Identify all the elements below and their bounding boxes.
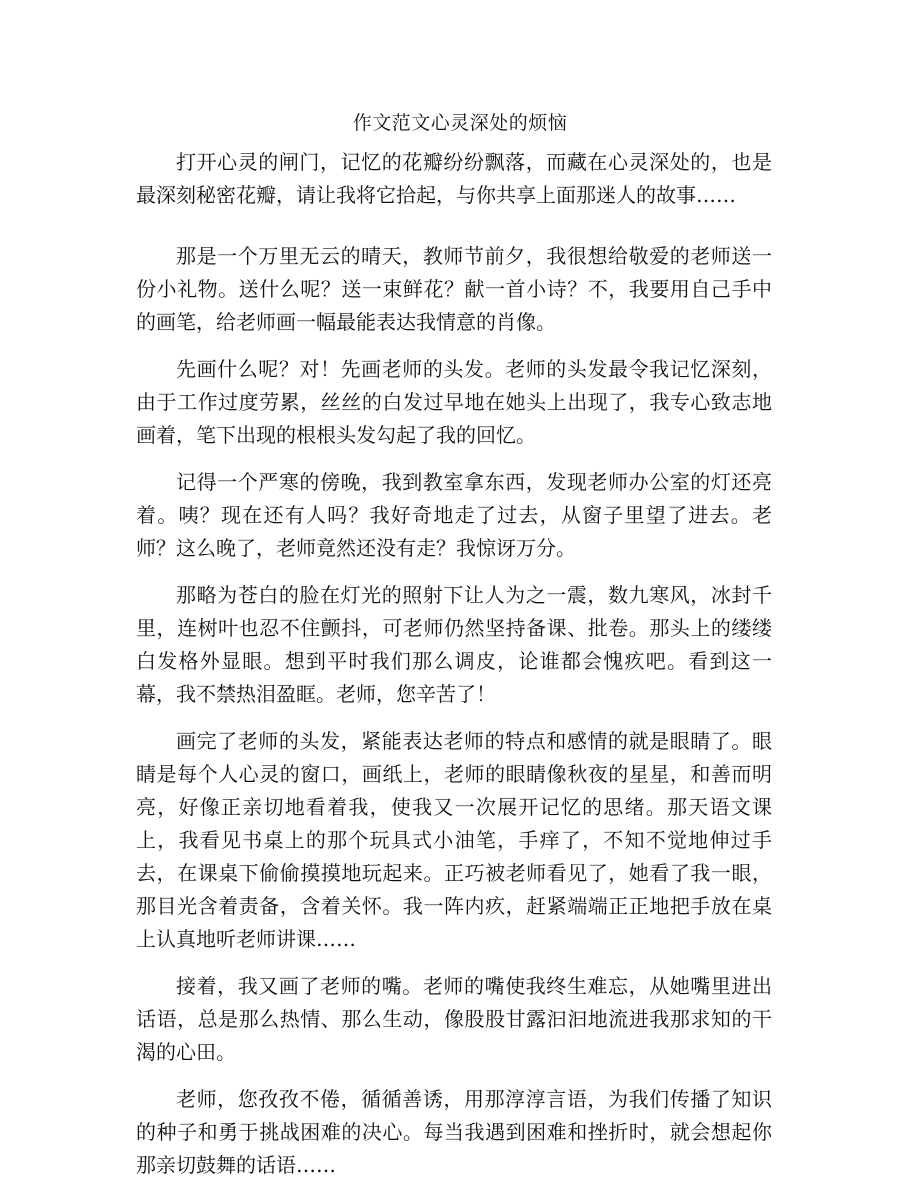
paragraph-3: 先画什么呢？对！先画老师的头发。老师的头发最令我记忆深刻，由于工作过度劳累，丝丝的白发过早地在她头上出现了，我专心致志地画着，笔下出现的根根头发勾起了我的回忆。 xyxy=(136,357,772,447)
paragraph-8: 老师，您孜孜不倦，循循善诱，用那淳淳言语，为我们传播了知识的种子和勇于挑战困难的决心。每当我遇到困难和挫折时，就会想起你那亲切鼓舞的话语…… xyxy=(136,1087,772,1177)
paragraph-6: 画完了老师的头发，紧能表达老师的特点和感情的就是眼睛了。眼睛是每个人心灵的窗口，画纸上，老师的眼睛像秋夜的星星，和善而明亮，好像正亲切地看着我，使我又一次展开记忆的思绪。那天语文课上，我看见书桌上的那个玩具式小油笔，手痒了，不知不觉地伸过手去，在课桌下偷偷摸摸地玩起来。正巧被老师看见了，她看了我一眼，那目光含着责备，含着关怀。我一阵内疚，赶紧端端正正地把手放在桌上认真地听老师讲课…… xyxy=(136,729,772,951)
paragraph-5: 那略为苍白的脸在灯光的照射下让人为之一震，数九寒风，冰封千里，连树叶也忍不住颤抖，可老师仍然坚持备课、批卷。那头上的缕缕白发格外显眼。想到平时我们那么调皮，论谁都会愧疚吧。看到这一幕，我不禁热泪盈眶。老师，您辛苦了！ xyxy=(136,583,772,706)
paragraph-7: 接着，我又画了老师的嘴。老师的嘴使我终生难忘，从她嘴里进出话语，总是那么热情、那么生动，像股股甘露汩汩地流进我那求知的干渴的心田。 xyxy=(136,974,772,1064)
document-title: 作文范文心灵深处的烦恼 xyxy=(352,112,568,134)
document-body xyxy=(136,146,772,1196)
paragraph-2: 那是一个万里无云的晴天，教师节前夕，我很想给敬爱的老师送一份小礼物。送什么呢？送一束鲜花？献一首小诗？不，我要用自己手中的画笔，给老师画一幅最能表达我情意的肖像。 xyxy=(136,244,772,334)
paragraph-1: 打开心灵的闸门，记忆的花瓣纷纷飘落，而藏在心灵深处的，也是最深刻秘密花瓣，请让我将它拾起，与你共享上面那迷人的故事…… xyxy=(136,150,772,207)
paragraph-4: 记得一个严寒的傍晚，我到教室拿东西，发现老师办公室的灯还亮着。咦？现在还有人吗？我好奇地走了过去，从窗子里望了进去。老师？这么晚了，老师竟然还没有走？我惊讶万分。 xyxy=(136,470,772,560)
